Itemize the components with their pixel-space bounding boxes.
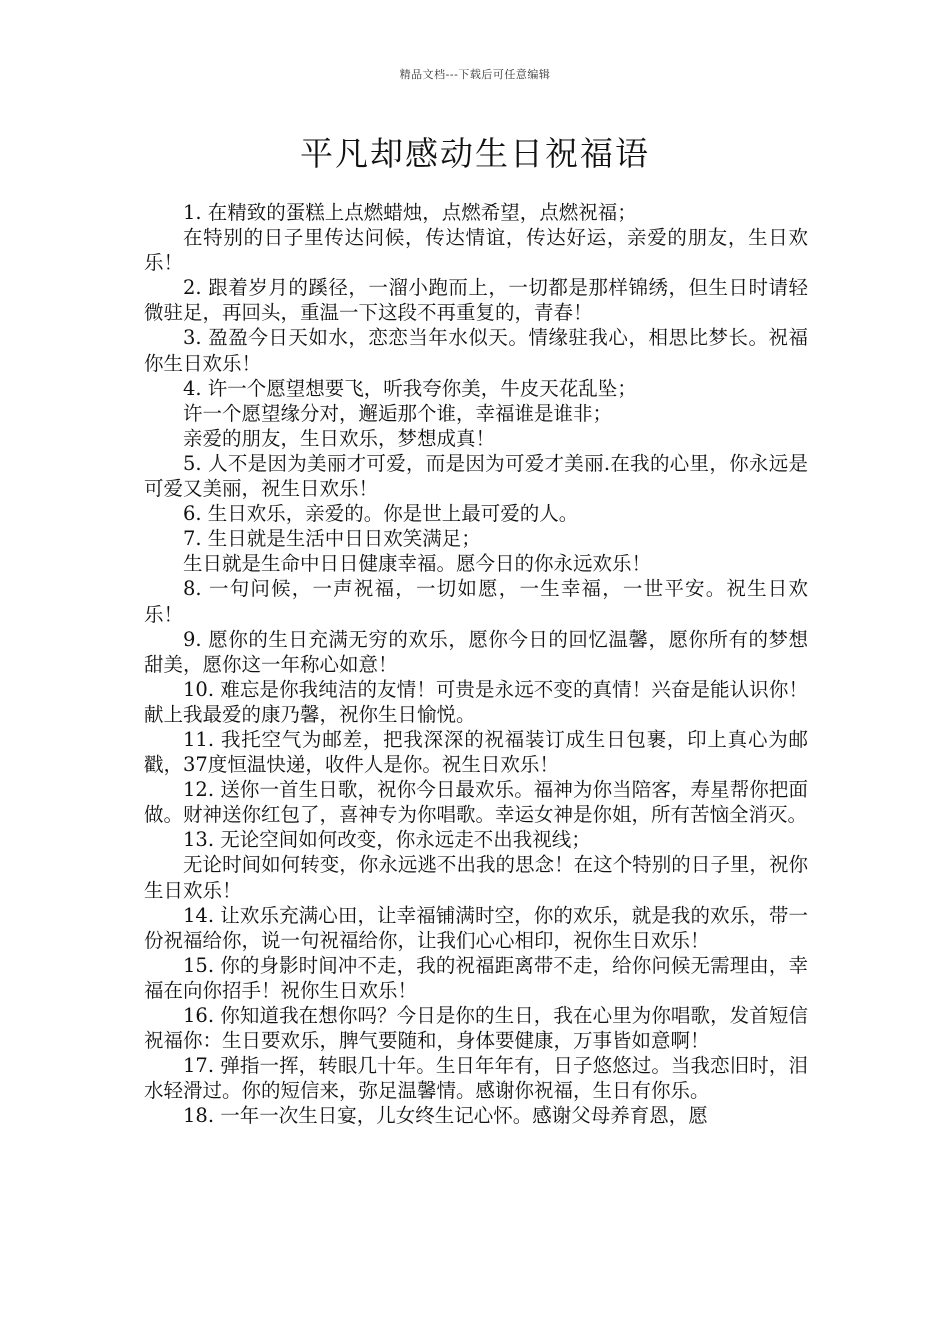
- paragraph: 18. 一年一次生日宴，儿女终生记心怀。感谢父母养育恩，愿: [183, 1104, 708, 1128]
- paragraph: 4. 许一个愿望想要飞，听我夸你美，牛皮天花乱坠；: [183, 376, 637, 400]
- paragraph: 14. 让欢乐充满心田，让幸福铺满时空，你的欢乐，就是我的欢乐，带一份祝福给你，说一句祝福给你，让我们心心相印，祝你生日欢乐！: [144, 903, 808, 952]
- paragraph: 8. 一句问候，一声祝福，一切如愿，一生幸福，一世平安。祝生日欢乐！: [144, 577, 808, 626]
- paragraph: 17. 弹指一挥，转眼几十年。生日年年有，日子悠悠过。当我恋旧时，泪水轻滑过。你的短信来，弥足温馨情。感谢你祝福，生日有你乐。: [144, 1054, 808, 1103]
- paragraph: 11. 我托空气为邮差，把我深深的祝福装订成生日包裹，印上真心为邮戳，37度恒温快递，收件人是你。祝生日欢乐！: [144, 727, 808, 777]
- paragraph: 无论时间如何转变，你永远逃不出我的思念！在这个特别的日子里，祝你生日欢乐！: [144, 853, 808, 902]
- paragraph: 6. 生日欢乐，亲爱的。你是世上最可爱的人。: [183, 502, 579, 526]
- paragraph: 13. 无论空间如何改变，你永远走不出我视线；: [183, 828, 591, 852]
- paragraph: 亲爱的朋友，生日欢乐，梦想成真！: [183, 426, 496, 450]
- paragraph: 3. 盈盈今日天如水，恋恋当年水似天。情缘驻我心，相思比梦长。祝福你生日欢乐！: [144, 326, 808, 375]
- paragraph: 12. 送你一首生日歌，祝你今日最欢乐。福神为你当陪客，寿星帮你把面做。财神送你红包了，喜神专为你唱歌。幸运女神是你姐，所有苦恼全消灭。: [144, 778, 808, 827]
- page-header: 精品文档---下载后可任意编辑: [399, 68, 551, 81]
- paragraph: 2. 跟着岁月的蹊径，一溜小跑而上，一切都是那样锦绣，但生日时请轻微驻足，再回头，重温一下这段不再重复的，青春！: [144, 276, 808, 325]
- paragraph: 9. 愿你的生日充满无穷的欢乐，愿你今日的回忆温馨，愿你所有的梦想甜美，愿你这一年称心如意！: [144, 627, 808, 676]
- paragraph: 10. 难忘是你我纯洁的友情！可贵是永远不变的真情！兴奋是能认识你！献上我最爱的康乃馨，祝你生日愉悦。: [144, 677, 808, 726]
- document-title: 平凡却感动生日祝福语: [300, 134, 650, 173]
- paragraph: 生日就是生命中日日健康幸福。愿今日的你永远欢乐！: [183, 552, 652, 576]
- document-body: [144, 200, 808, 1128]
- paragraph: 15. 你的身影时间冲不走，我的祝福距离带不走，给你问候无需理由，幸福在向你招手！祝你生日欢乐！: [144, 953, 808, 1002]
- paragraph: 5. 人不是因为美丽才可爱，而是因为可爱才美丽.在我的心里，你永远是可爱又美丽，祝生日欢乐！: [144, 451, 808, 501]
- paragraph: 在特别的日子里传达问候，传达情谊，传达好运，亲爱的朋友，生日欢乐！: [144, 226, 808, 275]
- paragraph: 7. 生日就是生活中日日欢笑满足；: [183, 527, 481, 551]
- paragraph: 1. 在精致的蛋糕上点燃蜡烛，点燃希望，点燃祝福；: [183, 201, 637, 224]
- paragraph: 许一个愿望缘分对，邂逅那个谁，幸福谁是谁非；: [183, 401, 613, 425]
- paragraph: 16. 你知道我在想你吗？今日是你的生日，我在心里为你唱歌，发首短信祝福你：生日要欢乐，脾气要随和，身体要健康，万事皆如意啊！: [144, 1004, 808, 1053]
